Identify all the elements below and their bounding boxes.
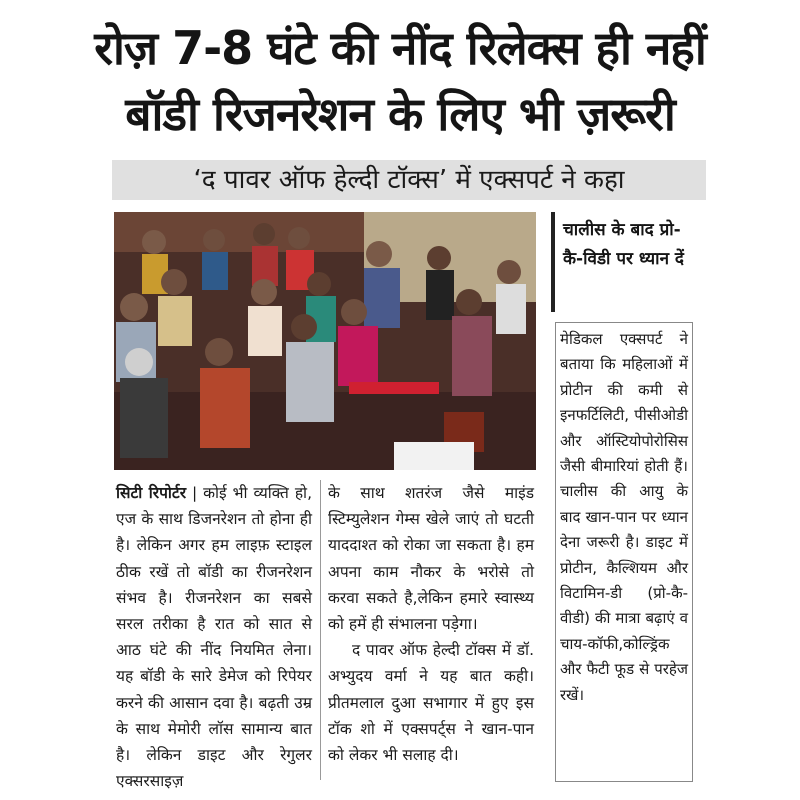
article-paragraph: सिटी रिपोर्टर | कोई भी व्यक्ति हो, एज के साथ डिजनरेशन तो होना ही है। लेकिन अगर हम लाइफ़ स्टाइल ठीक रखें तो बॉडी का रीजनरेशन संभव है। रीजनरेशन का सबसे सरल तरीका है रात को सात से आठ घंटे की नींद नियमित लेना। यह बॉडी के सारे डेमेज को रिपेयर करने की आसान दवा है। बढ़ती उम्र के साथ मेमोरी लॉस सामान्य बात है। लेकिन डाइट और रेगुलर एक्सरसाइज़ xyxy=(116,484,312,791)
article-column-2 xyxy=(328,480,534,768)
article-paragraph: द पावर ऑफ हेल्दी टॉक्स में डॉ. अभ्युदय वर्मा ने यह बात कही। प्रीतमलाल दुआ सभागार में हुए इस टॉक शो में एक्सपर्ट्स ने खान-पान को लेकर भी सलाह दी। xyxy=(328,641,534,765)
column-rule xyxy=(320,480,321,780)
byline: सिटी रिपोर्टर xyxy=(116,484,187,502)
article-text: कोई भी व्यक्ति हो, एज के साथ डिजनरेशन तो होना ही है। लेकिन अगर हम लाइफ़ स्टाइल ठीक रखें तो बॉडी का रीजनरेशन संभव है। रीजनरेशन का सबसे सरल तरीका है रात को सात से आठ घंटे की नींद नियमित लेना। यह बॉडी के सारे डेमेज को रिपेयर करने की आसान दवा है। बढ़ती उम्र के साथ मेमोरी लॉस सामान्य बात है। लेकिन डाइट और रेगुलर एक्सरसाइज़ xyxy=(116,484,312,791)
sidebar-heading: चालीस के बाद प्रो-कै-विडी पर ध्यान दें xyxy=(563,220,684,269)
sidebar-text: मेडिकल एक्सपर्ट ने बताया कि महिलाओं में प्रोटीन की कमी से इनफर्टिलिटी, पीसीओडी और ऑस्टियोपोरोसिस जैसी बीमारियां होती हैं। चालीस की आयु के बाद खान-पान पर ध्यान देना जरूरी है। डाइट में प्रोटीन, कैल्शियम और विटामिन-डी (प्रो-कै-वीडी) की मात्रा बढ़ाएं व चाय-कॉफी,कोल्ड्रिंक और फैटी फूड से परहेज रखें। xyxy=(560,330,688,704)
sidebar-body xyxy=(555,322,693,782)
article-paragraph: के साथ शतरंज जैसे माइंड स्टिम्युलेशन गेम्स खेले जाएं तो घटती याददाश्त को रोका जा सकता है। हम अपना काम नौकर के भरोसे तो करवा सकते है,लेकिन हमारे स्वास्थ्य को हमें ही संभालना पड़ेगा। xyxy=(328,484,534,634)
subheadline-bar: ‘द पावर ऑफ हेल्दी टॉक्स’ में एक्सपर्ट ने कहा xyxy=(112,160,706,200)
audience-photo-illustration xyxy=(114,212,536,470)
article-column-1 xyxy=(116,480,312,794)
audience-photo xyxy=(114,212,536,470)
headline-line-1: रोज़ 7-8 घंटे की नींद रिलेक्स ही नहीं xyxy=(94,21,706,75)
sidebar-stripe xyxy=(551,212,555,312)
headline-line-2: बॉडी रिजनरेशन के लिए भी ज़रूरी xyxy=(125,87,675,141)
sidebar-box xyxy=(551,212,696,780)
